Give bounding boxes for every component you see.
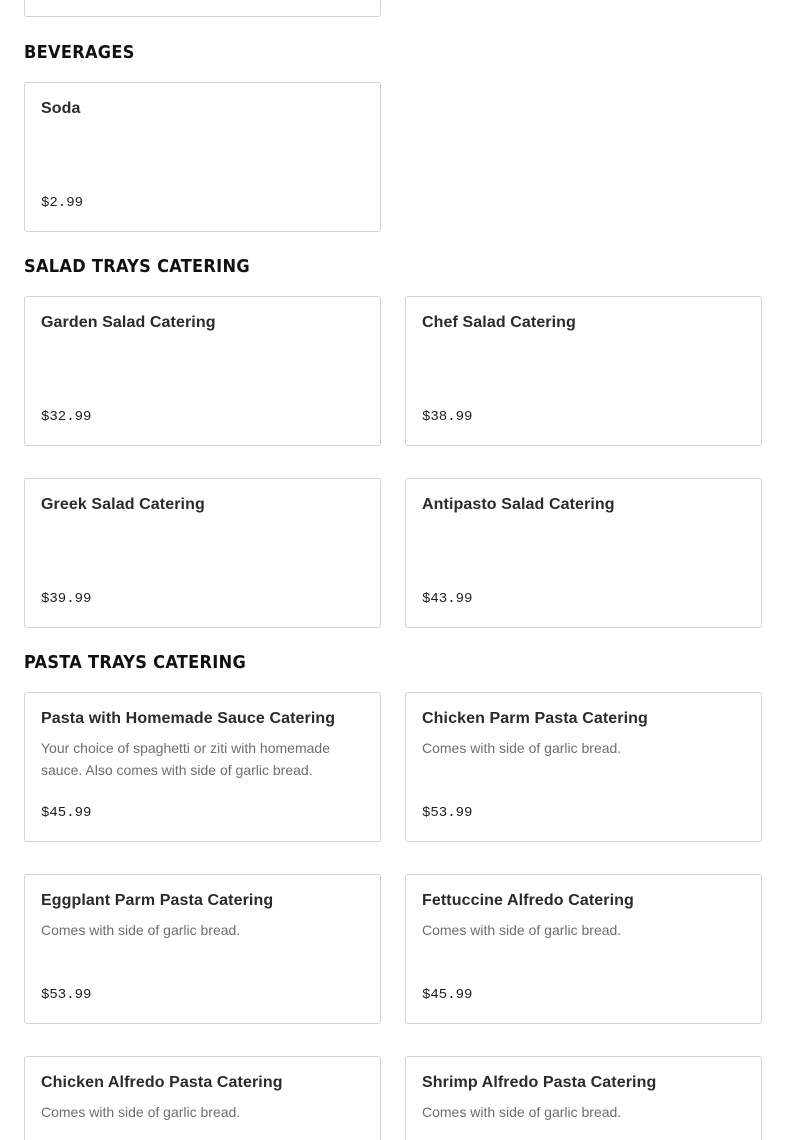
menu-item-name: Chef Salad Catering xyxy=(422,314,576,331)
menu-item-name: Pasta with Homemade Sauce Catering xyxy=(41,710,336,727)
menu-item-price: $53.99 xyxy=(41,987,92,1003)
menu-item-card[interactable] xyxy=(405,874,762,1024)
menu-item-price: $43.99 xyxy=(422,591,473,607)
menu-item-card[interactable] xyxy=(405,692,762,842)
menu-item-description: Your choice of spaghetti or ziti with homemade sauce. Also comes with side of garlic bread. xyxy=(41,740,330,778)
menu-item-card[interactable] xyxy=(24,296,381,446)
menu-item-price: $2.99 xyxy=(41,195,84,211)
menu-item-card[interactable] xyxy=(24,0,381,17)
menu-item-name: Chicken Parm Pasta Catering xyxy=(422,710,648,727)
section-title-salad-trays: SALAD TRAYS CATERING xyxy=(24,256,250,277)
menu-item-name: Chicken Alfredo Pasta Catering xyxy=(41,1074,283,1091)
menu-item-card[interactable] xyxy=(405,478,762,628)
menu-item-price: $32.99 xyxy=(41,409,92,425)
menu-item-card[interactable] xyxy=(24,82,381,232)
menu-item-description: Comes with side of garlic bread. xyxy=(422,1104,622,1120)
menu-item-card[interactable] xyxy=(24,1056,381,1140)
menu-item-card[interactable] xyxy=(24,692,381,842)
menu-item-price: $45.99 xyxy=(41,805,92,821)
menu-item-card[interactable] xyxy=(24,478,381,628)
menu-item-description: Comes with side of garlic bread. xyxy=(41,922,241,938)
section-title-beverages: BEVERAGES xyxy=(24,42,135,63)
menu-item-name: Soda xyxy=(41,100,81,117)
menu-item-card[interactable] xyxy=(24,874,381,1024)
menu-item-name: Greek Salad Catering xyxy=(41,496,205,513)
menu-item-price: $45.99 xyxy=(422,987,473,1003)
menu-item-price: $38.99 xyxy=(422,409,473,425)
menu-item-description: Comes with side of garlic bread. xyxy=(41,1104,241,1120)
menu-item-card[interactable] xyxy=(405,296,762,446)
menu-item-description: Comes with side of garlic bread. xyxy=(422,922,622,938)
menu-item-card[interactable] xyxy=(405,1056,762,1140)
menu-item-name: Fettuccine Alfredo Catering xyxy=(422,892,634,909)
menu-item-name: Garden Salad Catering xyxy=(41,314,216,331)
menu-item-price: $53.99 xyxy=(422,805,473,821)
menu-item-name: Eggplant Parm Pasta Catering xyxy=(41,892,274,909)
menu-item-price: $39.99 xyxy=(41,591,92,607)
menu-item-name: Shrimp Alfredo Pasta Catering xyxy=(422,1074,657,1091)
section-title-pasta-trays: PASTA TRAYS CATERING xyxy=(24,652,247,673)
menu-item-description: Comes with side of garlic bread. xyxy=(422,740,622,756)
menu-item-name: Antipasto Salad Catering xyxy=(422,496,615,513)
